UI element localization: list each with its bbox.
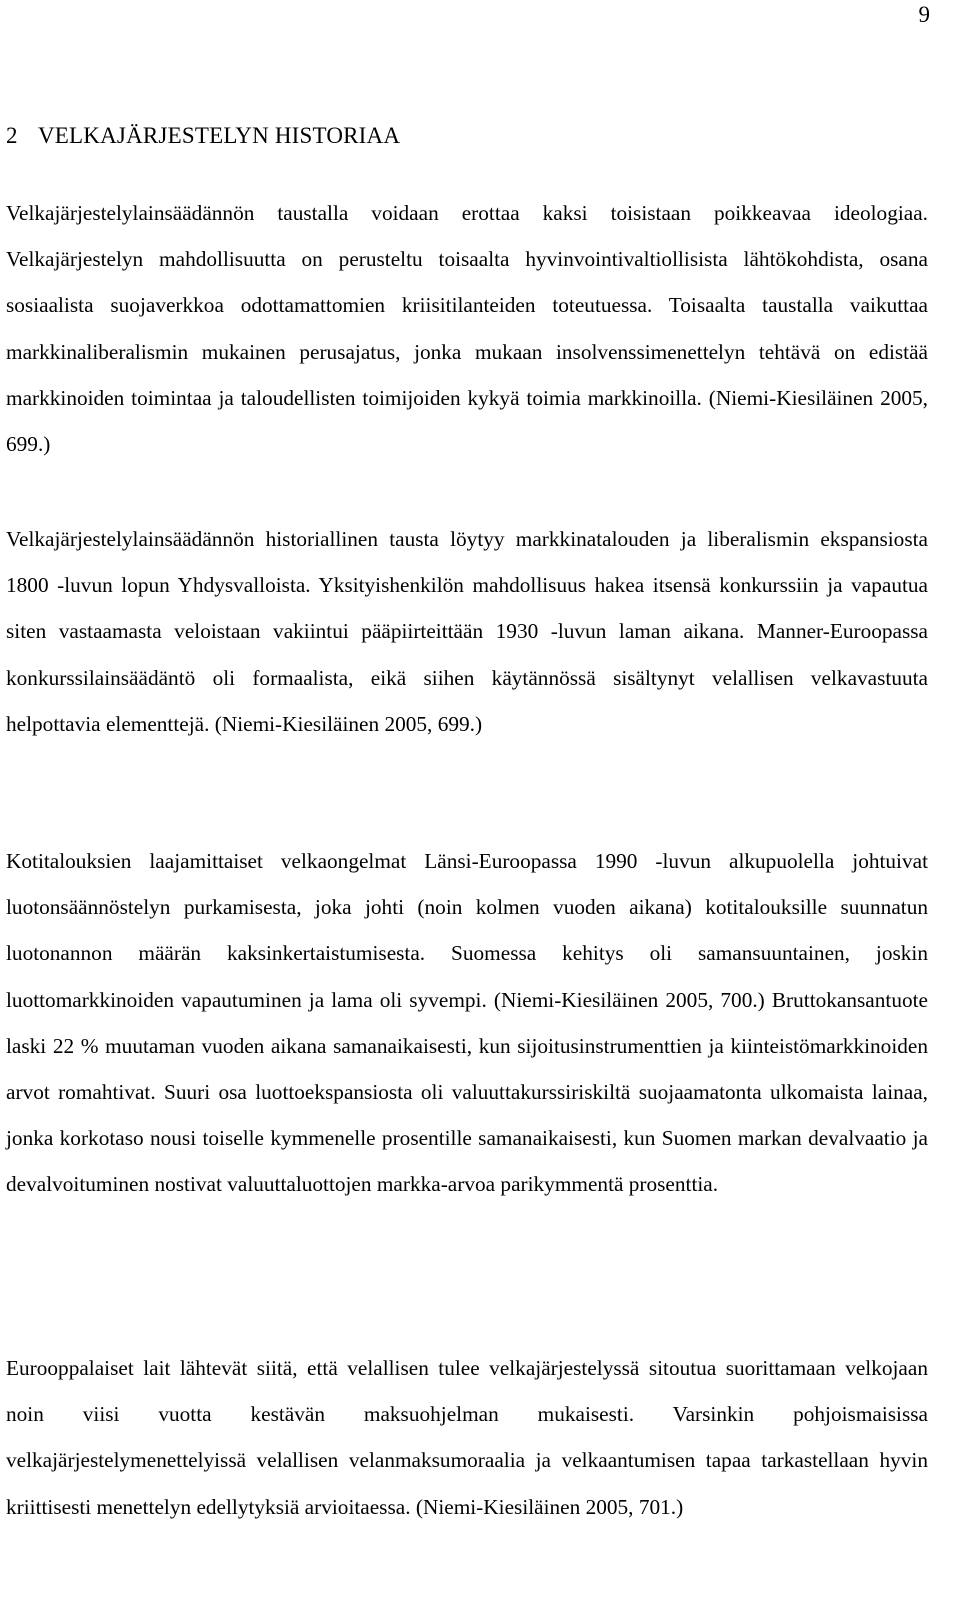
- chapter-heading: [6, 121, 400, 151]
- paragraph-debt-problems-1990s: Kotitalouksien laajamittaiset velkaongelmat Länsi-Euroopassa 1990 -luvun alkupuolella johtuivat luotonsäännöstelyn purkamisesta, joka johti (noin kolmen vuoden aikana) kotitalouksille suunnatun luotonannon määrän kaksinkertaistumisesta. Suomessa kehitys oli samansuuntainen, joskin luottomarkkinoiden vapautuminen ja lama oli syvempi. (Niemi-Kiesiläinen 2005, 700.) Bruttokansantuote laski 22 % muutaman vuoden aikana samanaikaisesti, kun sijoitusinstrumenttien ja kiinteistömarkkinoiden arvot romahtivat. Suuri osa luottoekspansiosta oli valuuttakurssiriskiltä suojaamatonta ulkomaista lainaa, jonka korkotaso nousi toiselle kymmenelle prosentille samanaikaisesti, kun Suomen markan devalvaatio ja devalvoituminen nostivat valuuttaluottojen markka-arvoa parikymmentä prosenttia.: [6, 849, 928, 1197]
- paragraph-historical-background: Velkajärjestelylainsäädännön historiallinen tausta löytyy markkinatalouden ja liberalismin ekspansiosta 1800 -luvun lopun Yhdysvalloista. Yksityishenkilön mahdollisuus hakea itsensä konkurssiin ja vapautua siten vastaamasta veloistaan vakiintui pääpiirteittään 1930 -luvun laman aikana. Manner-Euroopassa konkurssilainsäädäntö oli formaalista, eikä siihen käytännössä sisältynyt velallisen velkavastuuta helpottavia elementtejä. (Niemi-Kiesiläinen 2005, 699.): [6, 527, 928, 736]
- chapter-title: VELKAJÄRJESTELYN HISTORIAA: [38, 123, 401, 148]
- paragraph-ideologies: Velkajärjestelylainsäädännön taustalla voidaan erottaa kaksi toisistaan poikkeavaa ideologiaa. Velkajärjestelyn mahdollisuutta on perusteltu toisaalta hyvinvointivaltiollisista lähtökohdista, osana sosiaalista suojaverkkoa odottamattomien kriisitilanteiden toteutuessa. Toisaalta taustalla vaikuttaa markkinaliberalismin mukainen perusajatus, jonka mukaan insolvenssimenettelyn tehtävä on edistää markkinoiden toimintaa ja taloudellisten toimijoiden kykyä toimia markkinoilla. (Niemi-Kiesiläinen 2005, 699.): [6, 201, 928, 457]
- page-number: 9: [918, 2, 930, 27]
- paragraph-european-laws: Eurooppalaiset lait lähtevät siitä, että velallisen tulee velkajärjestelyssä sitoutua suorittamaan velkojaan noin viisi vuotta kestävän maksuohjelman mukaisesti. Varsinkin pohjoismaisissa velkajärjestelymenettelyissä velallisen velanmaksumoraalia ja velkaantumisen tapaa tarkastellaan hyvin kriittisesti menettelyn edellytyksiä arvioitaessa. (Niemi-Kiesiläinen 2005, 701.): [6, 1356, 928, 1519]
- chapter-number: 2: [6, 123, 18, 148]
